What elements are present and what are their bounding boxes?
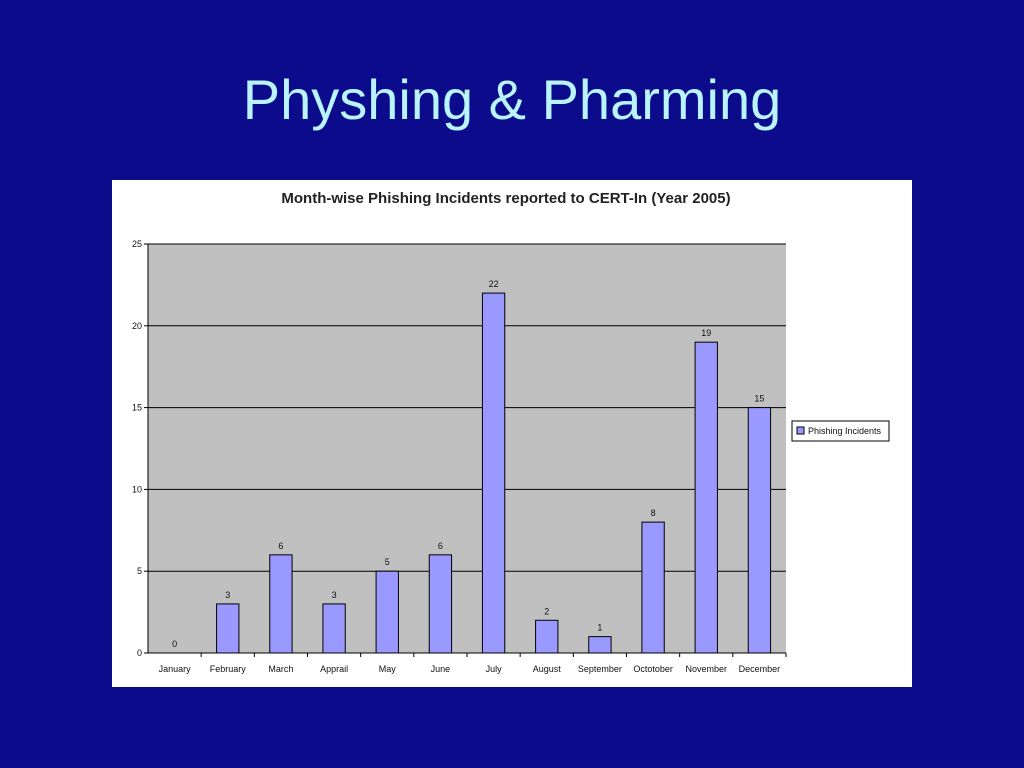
bar	[695, 342, 717, 653]
x-tick-label: Octotober	[633, 664, 673, 674]
y-tick-label: 0	[136, 648, 142, 658]
legend-label: Phishing Incidents	[808, 426, 882, 436]
chart-title: Month-wise Phishing Incidents reported to CERT-In (Year 2005)	[281, 190, 731, 207]
y-tick-label: 15	[131, 402, 142, 413]
x-tick-label: August	[532, 664, 561, 674]
data-label: 6	[278, 540, 284, 551]
data-label: 1	[597, 622, 603, 633]
x-tick-label: July	[485, 664, 502, 674]
bar	[536, 620, 558, 653]
x-tick-label: November	[685, 664, 728, 674]
bar	[748, 408, 770, 653]
data-label: 0	[172, 639, 178, 649]
bar	[323, 604, 345, 653]
x-tick-label: September	[577, 664, 622, 674]
data-label: 19	[701, 328, 712, 339]
bar	[376, 571, 398, 653]
x-tick-label: February	[209, 664, 246, 674]
data-label: 3	[331, 589, 337, 600]
data-label: 2	[544, 606, 550, 617]
bar	[429, 555, 451, 653]
y-tick-label: 5	[136, 566, 142, 577]
data-label: 5	[384, 557, 390, 568]
y-tick-label: 10	[131, 484, 142, 495]
x-tick-label: May	[378, 664, 396, 674]
data-label: 15	[754, 393, 765, 404]
x-tick-label: June	[430, 664, 451, 674]
data-label: 22	[488, 279, 499, 290]
bar	[642, 522, 664, 653]
bar	[217, 604, 239, 653]
y-tick-label: 25	[131, 239, 142, 249]
y-tick-label: 20	[131, 320, 142, 331]
data-label: 3	[225, 589, 231, 600]
bar	[589, 637, 611, 653]
data-label: 8	[650, 508, 656, 519]
x-tick-label: January	[158, 664, 191, 674]
x-tick-label: December	[738, 664, 781, 674]
legend-swatch	[797, 427, 804, 434]
chart-panel	[112, 180, 912, 687]
bar-chart	[112, 180, 912, 687]
x-tick-label: March	[268, 664, 294, 674]
bar	[270, 555, 292, 653]
plot-area	[148, 244, 786, 653]
data-label: 6	[437, 540, 443, 551]
bar	[482, 293, 504, 653]
slide-title: Physhing & Pharming	[242, 68, 782, 131]
x-tick-label: Apprail	[320, 664, 349, 674]
legend	[792, 421, 889, 441]
